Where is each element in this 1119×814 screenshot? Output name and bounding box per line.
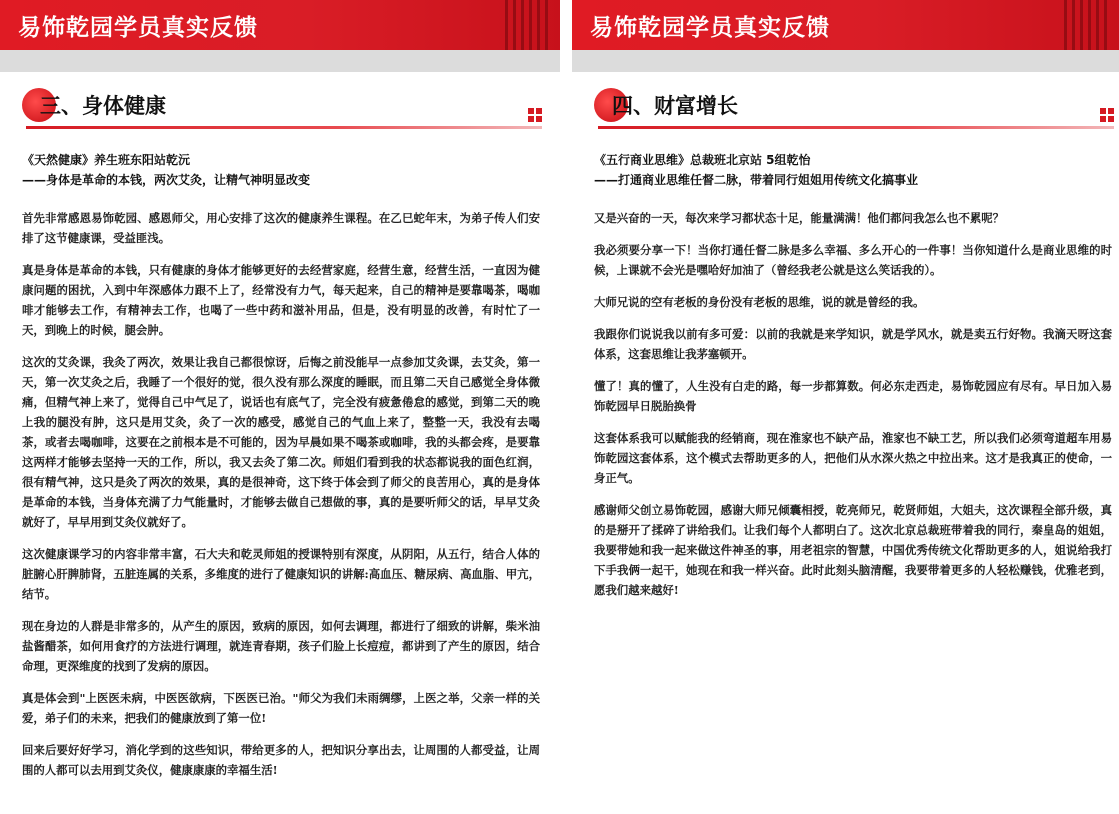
left-banner-stripes [505,0,548,50]
left-paragraph: 真是体会到"上医医未病，中医医欲病，下医医已治。"师父为我们未雨绸缪，上医之举，父亲一样的关爱，弟子们的未来，把我们的健康放到了第一位! [22,691,540,725]
left-article-subtitle: ——身体是革命的本钱，两次艾灸，让精气神明显改变 [22,173,311,187]
right-section-heading [594,86,1114,126]
right-paragraph: 这套体系我可以赋能我的经销商，现在淮家也不缺产品，淮家也不缺工艺，所以我们必须弯道超车用易饰乾园这套体系，这个模式去帮助更多的人，把他们从水深火热之中拉出来。这才是我真正的使命，一身正气。 [594,431,1112,485]
left-grey-bar [0,50,560,72]
left-section-heading [22,86,542,126]
left-section-underline [26,126,542,129]
right-paragraph: 又是兴奋的一天，每次来学习都状态十足，能量满满！他们都问我怎么也不累呢？ [594,211,1005,225]
left-paragraph: 首先非常感恩易饰乾园、感恩师父，用心安排了这次的健康养生课程。在乙巳蛇年末，为弟子传人们安排了这节健康课，受益匪浅。 [22,211,540,245]
right-article-title: 《五行商业思维》总裁班北京站 5组乾怡 [594,153,811,167]
right-banner-title: 易饰乾园学员真实反馈 [590,15,830,41]
right-paragraph: 我跟你们说说我以前有多可爱：以前的我就是来学知识，就是学风水，就是卖五行好物。我滴天呀这套体系，这套思维让我茅塞顿开。 [594,327,1112,361]
right-paragraph: 大师兄说的空有老板的身份没有老板的思维，说的就是曾经的我。 [594,295,925,309]
right-grey-bar [572,50,1119,72]
right-article [594,150,1112,612]
right-banner [572,0,1119,50]
right-article-subtitle: ——打通商业思维任督二脉，带着同行姐姐用传统文化搞事业 [594,173,919,187]
left-banner [0,0,560,50]
left-paragraph: 真是身体是革命的本钱，只有健康的身体才能够更好的去经营家庭，经营生意，经营生活，一直因为健康问题的困扰，入到中年深感体力跟不上了，经常没有力气，每天起来，自己的精神是要靠喝茶，喝咖啡才能够去工作，有精神去工作，也喝了一些中药和滋补用品，但是，没有明显的改善，有时忙了一天，到晚上的时候，腿会肿。 [22,263,540,337]
page-divider [560,0,572,814]
left-article [22,150,540,792]
right-paragraph: 我必须要分享一下！当你打通任督二脉是多么幸福、多么开心的一件事！当你知道什么是商业思维的时候，上课就不会光是嘿哈好加油了（曾经我老公就是这么笑话我的）。 [594,243,1112,277]
left-article-title: 《天然健康》养生班东阳站乾沅 [22,153,191,167]
left-section-squares-icon [528,108,542,122]
left-banner-title: 易饰乾园学员真实反馈 [18,15,258,41]
right-section-title: 四、财富增长 [612,94,738,118]
left-paragraph: 这次健康课学习的内容非常丰富，石大夫和乾灵师姐的授课特别有深度，从阴阳，从五行，结合人体的脏腑心肝脾肺肾，五脏连属的关系，多维度的进行了健康知识的讲解:高血压、糖尿病、高血脂、甲亢，结节。 [22,547,540,601]
left-paragraph: 现在身边的人群是非常多的，从产生的原因，致病的原因，如何去调理，都进行了细致的讲解，柴米油盐酱醋茶，如何用食疗的方法进行调理，就连青春期，孩子们脸上长痘痘，都讲到了产生的原因，结合命理，更深维度的找到了发病的原因。 [22,619,540,673]
right-page [572,0,1119,814]
left-paragraph: 回来后要好好学习，消化学到的这些知识，带给更多的人，把知识分享出去，让周围的人都受益，让周围的人都可以去用到艾灸仪，健康康康的幸福生活! [22,743,540,777]
left-section-title: 三、身体健康 [40,94,166,118]
right-paragraph: 感谢师父创立易饰乾园，感谢大师兄倾囊相授，乾亮师兄，乾贤师姐，大姐夫，这次课程全部升级，真的是掰开了揉碎了讲给我们。让我们每个人都明白了。这次北京总裁班带着我的同行，秦皇岛的姐姐，我要带她和我一起来做这件神圣的事，用老祖宗的智慧，中国优秀传统文化帮助更多的人，姐说给我打下手我俩一起干，她现在和我一样兴奋。此时此刻头脑清醒，我要带着更多的人轻松赚钱，优雅老到，愿我们越来越好! [594,503,1112,597]
right-section-squares-icon [1100,108,1114,122]
right-paragraph: 懂了！真的懂了，人生没有白走的路，每一步都算数。何必东走西走，易饰乾园应有尽有。早日加入易饰乾园早日脱胎换骨 [594,379,1112,413]
left-paragraph: 这次的艾灸课，我灸了两次，效果让我自己都很惊讶，后悔之前没能早一点参加艾灸课，去艾灸，第一天，第一次艾灸之后，我睡了一个很好的觉，很久没有那么深度的睡眠，而且第二天自己感觉全身体微痛，但精气神上来了，觉得自己中气足了，说话也有底气了，完全没有疲惫倦怠的感觉，到第二天的晚上我的腿没有肿，这只是用艾灸，灸了一次的感受，感觉自己的气血上来了，整整一天，我没有去喝茶，或者去喝咖啡，这要在之前根本是不可能的，因为早晨如果不喝茶或咖啡，我的头都会疼，是要靠这两样才能够去坚持一天的工作，所以，我又去灸了第二次。师姐们看到我的状态都说我的面色红润，很有精气神，这只是灸了两次的效果，真的是很神奇，这下终于体会到了师父的良苦用心，真的是身体是革命的本钱，当身体充满了力气能量时，才能够去做自己想做的事，真的是要听师父的话，早早艾灸就好了，早早用到艾灸仪就好了。 [22,355,540,529]
right-banner-stripes [1064,0,1107,50]
right-section-underline [598,126,1114,129]
